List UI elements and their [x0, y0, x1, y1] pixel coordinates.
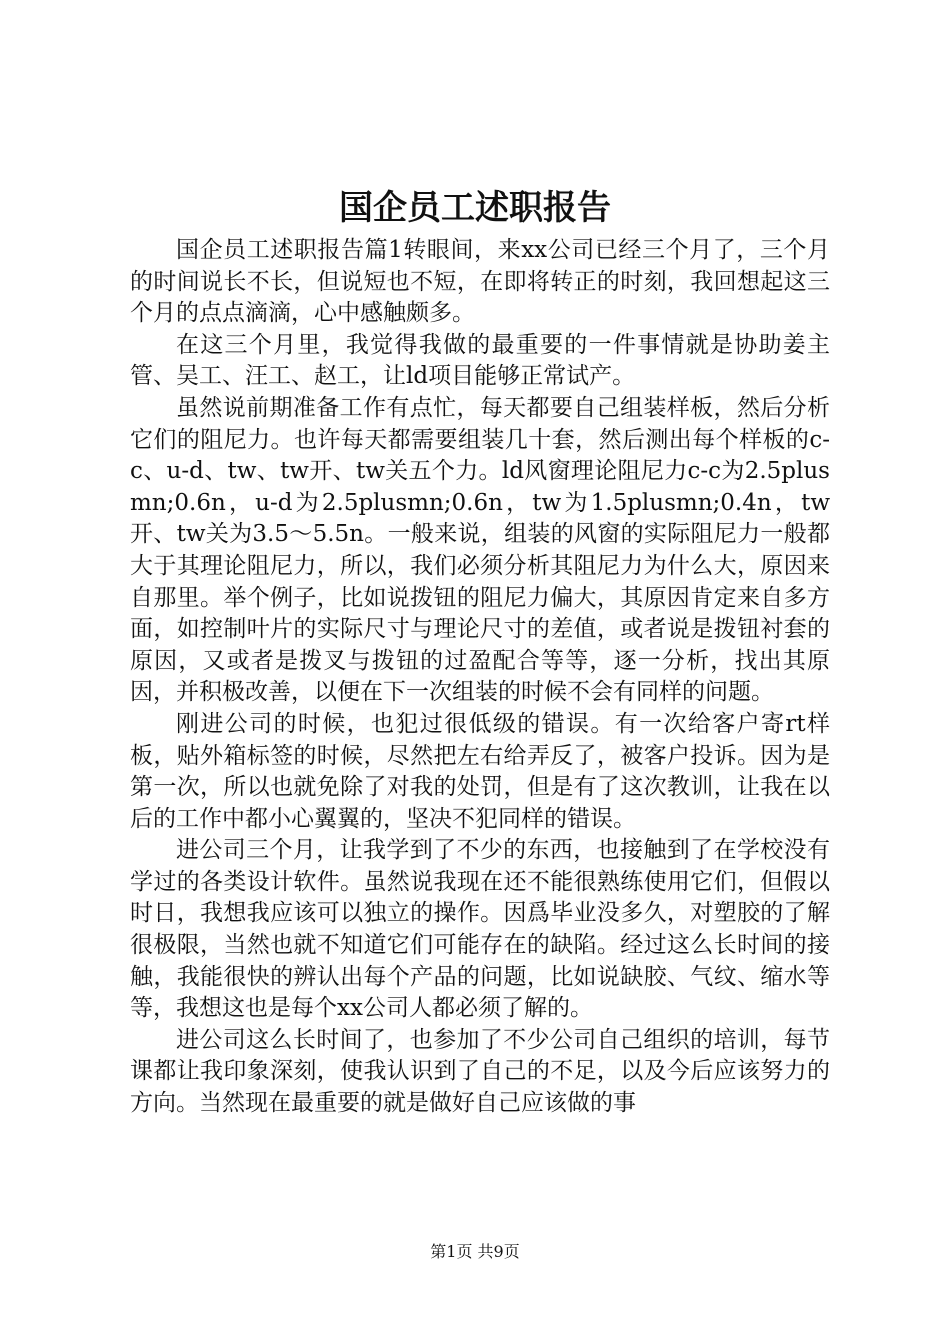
document-title: 国企员工述职报告: [339, 188, 611, 228]
paragraph: 刚进公司的时候，也犯过很低级的错误。有一次给客户寄rt样板，贴外箱标签的时候，尽然把左右给弄反了，被客户投诉。因为是第一次，所以也就免除了对我的处罚，但是有了这次教训，让我在以后的工作中都小心翼翼的，坚决不犯同样的错误。: [130, 710, 830, 832]
paragraph: 进公司这么长时间了，也参加了不少公司自己组织的培训，每节课都让我印象深刻，使我认识到了自己的不足，以及今后应该努力的方向。当然现在最重要的就是做好自己应该做的事: [130, 1026, 830, 1117]
paragraph: 在这三个月里，我觉得我做的最重要的一件事情就是协助姜主管、吴工、汪工、赵工，让ld项目能够正常试产。: [130, 331, 830, 390]
paragraph: 进公司三个月，让我学到了不少的东西，也接触到了在学校没有学过的各类设计软件。虽然说我现在还不能很熟练使用它们，但假以时日，我想我应该可以独立的操作。因爲毕业没多久，对塑胶的了解很极限，当然也就不知道它们可能存在的缺陷。经过这么长时间的接触，我能很快的辨认出每个产品的问题，比如说缺胶、气纹、缩水等等，我想这也是每个xx公司人都必须了解的。: [130, 837, 830, 1022]
page-footer: 第1页 共9页: [430, 1242, 520, 1261]
document-body: [130, 235, 830, 1120]
paragraph: 虽然说前期准备工作有点忙，每天都要自己组装样板，然后分析它们的阻尼力。也许每天都需要组装几十套，然后测出每个样板的c-c、u-d、tw、tw开、tw关五个力。ld风窗理论阻尼力c-c为2.5plusmn;0.6n，u-d为2.5plusmn;0.6n，tw为1.5plusmn;0.4n，tw开、tw关为3.5～5.5n。一般来说，组装的风窗的实际阻尼力一般都大于其理论阻尼力，所以，我们必须分析其阻尼力为什么大，原因来自那里。举个例子，比如说拨钮的阻尼力偏大，其原因肯定来自多方面，如控制叶片的实际尺寸与理论尺寸的差值，或者说是拨钮衬套的原因，又或者是拨叉与拨钮的过盈配合等等，逐一分析，找出其原因，并积极改善，以便在下一次组装的时候不会有同样的问题。: [130, 394, 830, 706]
paragraph: 国企员工述职报告篇1转眼间，来xx公司已经三个月了，三个月的时间说长不长，但说短也不短，在即将转正的时刻，我回想起这三个月的点点滴滴，心中感触颇多。: [130, 237, 830, 327]
